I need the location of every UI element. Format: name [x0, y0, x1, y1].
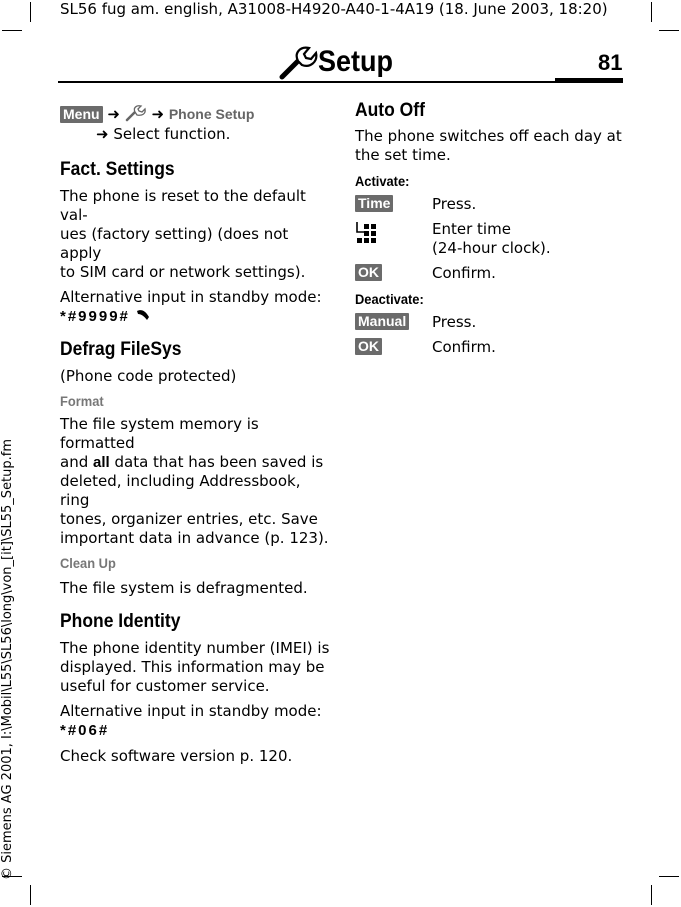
arrow-icon: ➜	[151, 105, 165, 123]
text-line: tones, organizer entries, etc. Save	[60, 510, 318, 528]
text-line: ues (factory setting) (does not apply	[60, 225, 289, 262]
cleanup-text: The file system is defragmented.	[60, 579, 308, 597]
alt-input-text: Alternative input in standby mode:	[60, 702, 322, 720]
crop-mark	[651, 885, 652, 905]
deactivate-label: Deactivate:	[355, 291, 424, 307]
auto-off-text	[355, 127, 625, 165]
menu-path-line2: ➜ Select function.	[96, 125, 231, 143]
step-row	[355, 338, 625, 363]
format-label: Format	[60, 393, 104, 409]
setup-icon	[125, 104, 147, 122]
reset-code	[60, 307, 330, 326]
right-column	[355, 101, 625, 363]
setup-wrench-icon	[278, 44, 318, 80]
step-desc: Press.	[432, 313, 477, 331]
step-row	[355, 313, 625, 338]
step-desc: Confirm.	[432, 264, 496, 282]
crop-mark	[659, 876, 679, 877]
text-line: important data in advance (p. 123).	[60, 529, 329, 547]
protected-text: (Phone code protected)	[60, 367, 237, 385]
keypad-icon	[355, 220, 379, 244]
crop-mark	[651, 2, 652, 22]
ok-softkey[interactable]: OK	[355, 338, 382, 355]
imei-code: *#06#	[60, 722, 110, 739]
page-number: 81	[598, 50, 623, 75]
cleanup-label: Clean Up	[60, 555, 116, 571]
text-line: The phone is reset to the default val-	[60, 187, 306, 224]
ok-softkey[interactable]: OK	[355, 264, 382, 281]
step-row	[355, 220, 625, 264]
section-heading: Defrag FileSys	[60, 339, 182, 360]
step-desc: Press.	[432, 195, 477, 213]
text-line: displayed. This information may be	[60, 658, 325, 676]
section-heading: Auto Off	[355, 100, 425, 121]
text-line: The phone identity number (IMEI) is	[60, 639, 330, 657]
alt-input-text: Alternative input in standby mode:	[60, 288, 322, 306]
crop-mark	[2, 30, 22, 31]
text-line: to SIM card or network settings).	[60, 263, 306, 281]
step-row	[355, 264, 625, 290]
page-number-rule	[555, 78, 623, 81]
crop-mark	[30, 2, 31, 22]
menu-path	[60, 104, 330, 124]
crop-mark	[659, 30, 679, 31]
header-rule	[58, 81, 623, 83]
menu-path-item: Phone Setup	[168, 106, 255, 122]
step-desc: Enter time	[432, 220, 511, 238]
activate-label: Activate:	[355, 173, 410, 189]
check-version-text: Check software version p. 120.	[60, 747, 293, 765]
text-line: The phone switches off each day at	[355, 127, 622, 145]
identity-text	[60, 639, 330, 696]
fact-text	[60, 187, 330, 282]
section-heading: Fact. Settings	[60, 159, 175, 180]
format-text	[60, 415, 330, 548]
menu-softkey[interactable]: Menu	[60, 106, 103, 123]
code-text: *#9999#	[60, 308, 130, 325]
time-softkey[interactable]: Time	[355, 195, 393, 212]
left-column	[60, 104, 330, 766]
step-desc: Confirm.	[432, 338, 496, 356]
section-heading: Phone Identity	[60, 611, 181, 632]
text-line: and all data that has been saved is	[60, 453, 324, 471]
running-header: SL56 fug am. english, A31008-H4920-A40-1-4A19 (18. June 2003, 18:20)	[60, 0, 608, 18]
arrow-icon: ➜	[107, 105, 120, 123]
manual-softkey[interactable]: Manual	[355, 313, 409, 330]
text-line: deleted, including Addressbook, ring	[60, 472, 301, 509]
text-line: the set time.	[355, 146, 451, 164]
step-desc: (24-hour clock).	[432, 239, 551, 257]
call-key-icon	[135, 308, 151, 322]
crop-mark	[30, 885, 31, 905]
page-title-text: Setup	[318, 45, 394, 78]
side-footer: © Siemens AG 2001, I:\Mobil\L55\SL56\long\von_[it]\SL55_Setup.fm	[0, 438, 15, 880]
text-line: useful for customer service.	[60, 677, 270, 695]
step-row	[355, 195, 625, 220]
page-title	[278, 44, 401, 80]
text-line: The file system memory is formatted	[60, 415, 259, 452]
